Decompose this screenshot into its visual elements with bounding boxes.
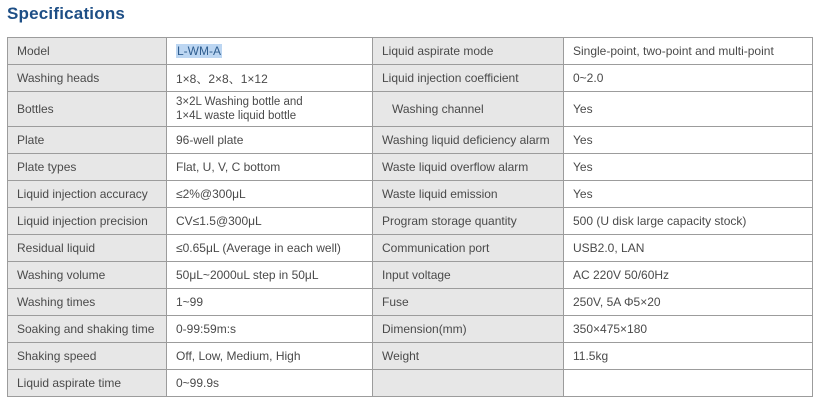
spec-value: Flat, U, V, C bottom (167, 154, 373, 181)
spec-value: Single-point, two-point and multi-point (564, 38, 813, 65)
specifications-table (7, 37, 813, 397)
spec-value: ≤0.65μL (Average in each well) (167, 235, 373, 262)
spec-label: Liquid aspirate time (8, 370, 167, 397)
table-row (8, 316, 813, 343)
table-row (8, 289, 813, 316)
spec-value (167, 38, 373, 65)
spec-value: 1~99 (167, 289, 373, 316)
table-row (8, 208, 813, 235)
spec-value: 50μL~2000uL step in 50μL (167, 262, 373, 289)
spec-label: Model (8, 38, 167, 65)
spec-label: Waste liquid emission (373, 181, 564, 208)
model-value-highlight: L-WM-A (177, 44, 221, 58)
spec-label: Liquid aspirate mode (373, 38, 564, 65)
table-row (8, 370, 813, 397)
table-row (8, 235, 813, 262)
spec-value (167, 92, 373, 127)
spec-label: Plate types (8, 154, 167, 181)
table-row (8, 92, 813, 127)
table-row (8, 65, 813, 92)
spec-label: Washing heads (8, 65, 167, 92)
table-row (8, 154, 813, 181)
spec-value: 500 (U disk large capacity stock) (564, 208, 813, 235)
spec-value-empty (564, 370, 813, 397)
spec-value: 350×475×180 (564, 316, 813, 343)
spec-label: Program storage quantity (373, 208, 564, 235)
spec-value: 0~2.0 (564, 65, 813, 92)
spec-label: Liquid injection accuracy (8, 181, 167, 208)
spec-label: Plate (8, 127, 167, 154)
spec-value: ≤2%@300μL (167, 181, 373, 208)
spec-label: Weight (373, 343, 564, 370)
spec-label: Fuse (373, 289, 564, 316)
spec-label: Washing times (8, 289, 167, 316)
page-title: Specifications (7, 4, 126, 23)
spec-value: USB2.0, LAN (564, 235, 813, 262)
spec-value: Off, Low, Medium, High (167, 343, 373, 370)
spec-value: 96-well plate (167, 127, 373, 154)
spec-label: Communication port (373, 235, 564, 262)
table-row (8, 38, 813, 65)
spec-label (373, 92, 564, 127)
spec-label: Shaking speed (8, 343, 167, 370)
spec-value: 0-99:59m:s (167, 316, 373, 343)
spec-label: Bottles (8, 92, 167, 127)
spec-value: 1×8、2×8、1×12 (167, 65, 373, 92)
spec-label: Soaking and shaking time (8, 316, 167, 343)
spec-label: Liquid injection coefficient (373, 65, 564, 92)
spec-value: Yes (564, 181, 813, 208)
spec-value: Yes (564, 127, 813, 154)
spec-label: Washing volume (8, 262, 167, 289)
spec-value: 0~99.9s (167, 370, 373, 397)
table-row (8, 262, 813, 289)
table-row (8, 127, 813, 154)
spec-label: Liquid injection precision (8, 208, 167, 235)
spec-value: AC 220V 50/60Hz (564, 262, 813, 289)
spec-label: Residual liquid (8, 235, 167, 262)
spec-label: Waste liquid overflow alarm (373, 154, 564, 181)
washing-channel-label: Washing channel (392, 102, 484, 116)
table-row (8, 343, 813, 370)
spec-value: Yes (564, 154, 813, 181)
spec-value: CV≤1.5@300μL (167, 208, 373, 235)
spec-label: Dimension(mm) (373, 316, 564, 343)
table-row (8, 181, 813, 208)
spec-value: 11.5kg (564, 343, 813, 370)
spec-label: Input voltage (373, 262, 564, 289)
spec-value: 250V, 5A Φ5×20 (564, 289, 813, 316)
spec-value: Yes (564, 92, 813, 127)
spec-label: Washing liquid deficiency alarm (373, 127, 564, 154)
spec-label-empty (373, 370, 564, 397)
bottles-value-text: 3×2L Washing bottle and 1×4L waste liquid bottle (176, 96, 303, 122)
